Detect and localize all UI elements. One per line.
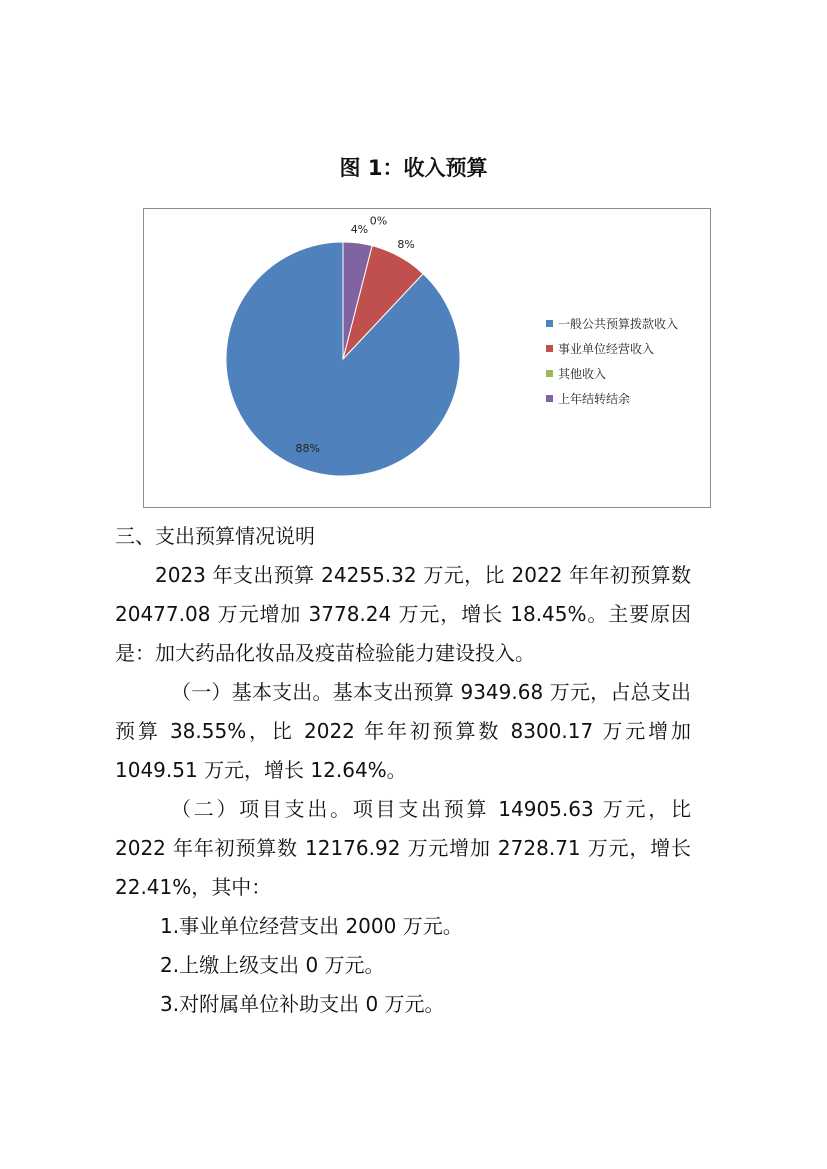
list-item-2: 2.上缴上级支出 0 万元。 bbox=[160, 953, 385, 977]
legend-item-2 bbox=[546, 336, 678, 361]
legend-item-1 bbox=[546, 311, 678, 336]
figure-title: 图 1：收入预算 bbox=[339, 156, 488, 180]
pie-label-2: 8% bbox=[397, 238, 415, 252]
legend-label: 一般公共预算拨款收入 bbox=[558, 317, 679, 331]
pie-label-3: 0% bbox=[369, 214, 388, 228]
legend-label: 事业单位经营收入 bbox=[558, 342, 655, 356]
pie-label-4: 4% bbox=[350, 222, 369, 236]
legend-swatch bbox=[546, 395, 553, 402]
paragraph-project-expenditure: （二）项目支出。项目支出预算 14905.63 万元，比 2022 年年初预算数 12176.92 万元增加 2728.71 万元，增长 22.41%，其中： bbox=[115, 797, 691, 899]
legend-item-3 bbox=[546, 361, 678, 386]
pie-label-1: 88% bbox=[295, 442, 320, 456]
section-heading: 三、支出预算情况说明 bbox=[115, 524, 315, 548]
list-item-3: 3.对附属单位补助支出 0 万元。 bbox=[160, 992, 445, 1016]
legend-item-4 bbox=[546, 386, 678, 411]
legend-label: 上年结转结余 bbox=[558, 392, 631, 406]
legend-swatch bbox=[546, 320, 553, 327]
paragraph-basic-expenditure: （一）基本支出。基本支出预算 9349.68 万元，占总支出预算 38.55%，比 2022 年年初预算数 8300.17 万元增加 1049.51 万元，增长 12.64%。 bbox=[115, 680, 691, 782]
legend-label: 其他收入 bbox=[558, 367, 607, 381]
pie-chart bbox=[143, 208, 711, 508]
legend-swatch bbox=[546, 345, 553, 352]
legend-swatch bbox=[546, 370, 553, 377]
paragraph-intro: 2023 年支出预算 24255.32 万元，比 2022 年年初预算数 20477.08 万元增加 3778.24 万元，增长 18.45%。主要原因是：加大药品化妆品及疫苗检验能力建设投入。 bbox=[115, 563, 691, 665]
chart-legend bbox=[546, 311, 678, 411]
list-item-1: 1.事业单位经营支出 2000 万元。 bbox=[160, 914, 463, 938]
